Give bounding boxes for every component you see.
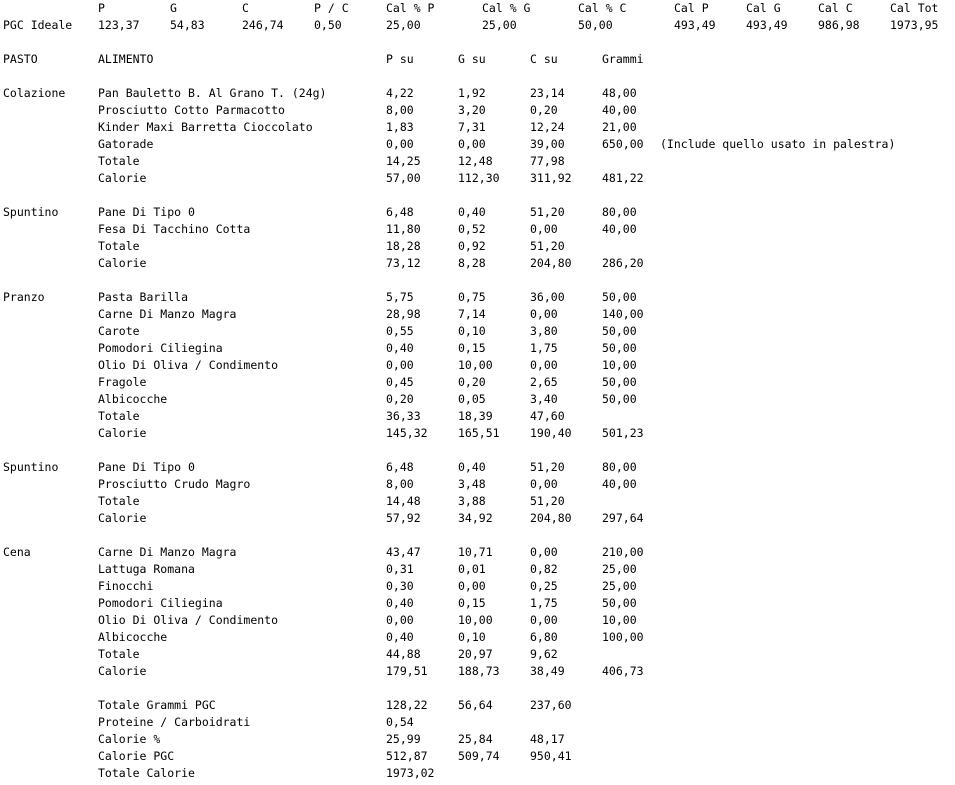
food-value: 3,80 xyxy=(530,324,558,338)
food-value: 0,25 xyxy=(530,579,558,593)
food-value: 10,00 xyxy=(458,358,493,372)
meal-name: Colazione xyxy=(3,86,66,100)
food-value: 20,97 xyxy=(458,647,493,661)
column-header: G su xyxy=(458,52,486,66)
food-name: Pomodori Ciliegina xyxy=(98,341,223,355)
pgc-label: Cal % G xyxy=(482,1,531,15)
food-value: 14,25 xyxy=(386,154,421,168)
summary-value: 509,74 xyxy=(458,749,500,763)
food-value: 0,40 xyxy=(386,341,414,355)
table-row xyxy=(0,391,955,408)
food-name: Calorie xyxy=(98,256,147,270)
food-value: 0,00 xyxy=(530,477,558,491)
food-value: 0,00 xyxy=(530,358,558,372)
food-value: 18,28 xyxy=(386,239,421,253)
food-value: 39,00 xyxy=(530,137,565,151)
food-value: 6,80 xyxy=(530,630,558,644)
food-value: 3,88 xyxy=(458,494,486,508)
food-value: 481,22 xyxy=(602,171,644,185)
food-value: 25,00 xyxy=(602,579,637,593)
food-value: 0,52 xyxy=(458,222,486,236)
table-row xyxy=(0,255,955,272)
food-value: 0,31 xyxy=(386,562,414,576)
food-value: 6,48 xyxy=(386,205,414,219)
food-value: 140,00 xyxy=(602,307,644,321)
food-value: 73,12 xyxy=(386,256,421,270)
pgc-value: 0,50 xyxy=(314,18,342,32)
food-value: 0,00 xyxy=(530,307,558,321)
food-name: Olio Di Oliva / Condimento xyxy=(98,358,279,372)
pgc-value: 493,49 xyxy=(746,18,788,32)
food-name: Albicocche xyxy=(98,630,168,644)
pgc-label: Cal C xyxy=(818,1,853,15)
food-value: 0,40 xyxy=(458,460,486,474)
summary-value: 56,64 xyxy=(458,698,493,712)
summary-row xyxy=(0,697,955,714)
food-value: 0,55 xyxy=(386,324,414,338)
pgc-label: P xyxy=(98,1,105,15)
food-value: 210,00 xyxy=(602,545,644,559)
table-row xyxy=(0,204,955,221)
food-value: 0,40 xyxy=(458,205,486,219)
food-value: 11,80 xyxy=(386,222,421,236)
food-value: 0,00 xyxy=(458,137,486,151)
food-name: Fesa Di Tacchino Cotta xyxy=(98,222,251,236)
food-value: 50,00 xyxy=(602,392,637,406)
food-value: 6,48 xyxy=(386,460,414,474)
food-name: Calorie xyxy=(98,171,147,185)
food-value: 165,51 xyxy=(458,426,500,440)
food-value: 204,80 xyxy=(530,256,572,270)
food-name: Totale xyxy=(98,239,140,253)
table-header xyxy=(0,51,955,68)
pgc-value: 50,00 xyxy=(578,18,613,32)
food-value: 650,00 xyxy=(602,137,644,151)
food-value: 57,00 xyxy=(386,171,421,185)
table-row xyxy=(0,663,955,680)
pgc-label: P / C xyxy=(314,1,349,15)
pgc-value: 25,00 xyxy=(386,18,421,32)
food-value: 100,00 xyxy=(602,630,644,644)
food-value: 9,62 xyxy=(530,647,558,661)
food-value: 50,00 xyxy=(602,341,637,355)
summary-value: 1973,02 xyxy=(386,766,435,780)
food-value: 0,00 xyxy=(386,137,414,151)
summary-value: 25,99 xyxy=(386,732,421,746)
food-value: 50,00 xyxy=(602,375,637,389)
food-name: Pane Di Tipo 0 xyxy=(98,460,195,474)
table-row xyxy=(0,629,955,646)
food-value: 204,80 xyxy=(530,511,572,525)
pgc-label: C xyxy=(242,1,249,15)
summary-label: Totale Calorie xyxy=(98,766,195,780)
summary-value: 237,60 xyxy=(530,698,572,712)
column-header: C su xyxy=(530,52,558,66)
food-value: 36,00 xyxy=(530,290,565,304)
table-row xyxy=(0,170,955,187)
summary-value: 48,17 xyxy=(530,732,565,746)
pgc-value: PGC Ideale xyxy=(3,18,73,32)
food-value: 0,82 xyxy=(530,562,558,576)
food-value: 7,14 xyxy=(458,307,486,321)
summary-value: 0,54 xyxy=(386,715,414,729)
food-name: Totale xyxy=(98,494,140,508)
table-row xyxy=(0,374,955,391)
table-row xyxy=(0,544,955,561)
summary-row xyxy=(0,714,955,731)
food-value: 0,20 xyxy=(530,103,558,117)
table-row xyxy=(0,459,955,476)
summary-label: Proteine / Carboidrati xyxy=(98,715,251,729)
food-value: 25,00 xyxy=(602,562,637,576)
food-value: 48,00 xyxy=(602,86,637,100)
table-row xyxy=(0,119,955,136)
table-row xyxy=(0,136,955,153)
food-name: Totale xyxy=(98,409,140,423)
food-value: 0,45 xyxy=(386,375,414,389)
food-value: 0,15 xyxy=(458,341,486,355)
food-value: 1,75 xyxy=(530,341,558,355)
table-row xyxy=(0,612,955,629)
food-name: Lattuga Romana xyxy=(98,562,195,576)
table-row xyxy=(0,238,955,255)
food-value: 0,10 xyxy=(458,324,486,338)
table-row xyxy=(0,561,955,578)
pgc-label: Cal % P xyxy=(386,1,435,15)
food-value: 0,10 xyxy=(458,630,486,644)
column-header: PASTO xyxy=(3,52,38,66)
pgc-label: Cal G xyxy=(746,1,781,15)
food-value: 50,00 xyxy=(602,290,637,304)
food-name: Pan Bauletto B. Al Grano T. (24g) xyxy=(98,86,327,100)
food-name: Pomodori Ciliegina xyxy=(98,596,223,610)
food-value: 179,51 xyxy=(386,664,428,678)
food-name: Calorie xyxy=(98,664,147,678)
food-value: 0,20 xyxy=(386,392,414,406)
food-value: 51,20 xyxy=(530,239,565,253)
food-value: 501,23 xyxy=(602,426,644,440)
table-row xyxy=(0,493,955,510)
food-value: 0,00 xyxy=(458,579,486,593)
food-value: 50,00 xyxy=(602,324,637,338)
food-value: 21,00 xyxy=(602,120,637,134)
food-value: 0,00 xyxy=(386,358,414,372)
food-value: 47,60 xyxy=(530,409,565,423)
pgc-value: 246,74 xyxy=(242,18,284,32)
food-value: 8,00 xyxy=(386,103,414,117)
food-name: Calorie xyxy=(98,426,147,440)
food-value: 43,47 xyxy=(386,545,421,559)
food-value: 10,00 xyxy=(602,613,637,627)
table-row xyxy=(0,221,955,238)
food-value: 0,00 xyxy=(530,222,558,236)
column-header: P su xyxy=(386,52,414,66)
food-name: Calorie xyxy=(98,511,147,525)
table-row xyxy=(0,306,955,323)
food-value: 0,00 xyxy=(530,545,558,559)
food-value: 44,88 xyxy=(386,647,421,661)
food-value: 51,20 xyxy=(530,494,565,508)
food-value: 12,24 xyxy=(530,120,565,134)
food-value: 286,20 xyxy=(602,256,644,270)
summary-value: 128,22 xyxy=(386,698,428,712)
pgc-label: G xyxy=(170,1,177,15)
food-value: 36,33 xyxy=(386,409,421,423)
food-value: 12,48 xyxy=(458,154,493,168)
pgc-value: 123,37 xyxy=(98,18,140,32)
table-row xyxy=(0,578,955,595)
pgc-value: 493,49 xyxy=(674,18,716,32)
food-value: 1,75 xyxy=(530,596,558,610)
food-value: 3,40 xyxy=(530,392,558,406)
summary-label: Calorie % xyxy=(98,732,161,746)
summary-row xyxy=(0,748,955,765)
table-row xyxy=(0,476,955,493)
food-name: Finocchi xyxy=(98,579,154,593)
pgc-header-labels xyxy=(0,0,955,17)
food-value: 51,20 xyxy=(530,460,565,474)
summary-row xyxy=(0,765,955,782)
food-value: 3,48 xyxy=(458,477,486,491)
food-value: 4,22 xyxy=(386,86,414,100)
food-value: 0,75 xyxy=(458,290,486,304)
food-value: 80,00 xyxy=(602,460,637,474)
food-value: 8,28 xyxy=(458,256,486,270)
food-value: 1,83 xyxy=(386,120,414,134)
food-value: 38,49 xyxy=(530,664,565,678)
food-name: Prosciutto Cotto Parmacotto xyxy=(98,103,285,117)
pgc-value: 25,00 xyxy=(482,18,517,32)
food-value: 34,92 xyxy=(458,511,493,525)
food-value: 112,30 xyxy=(458,171,500,185)
food-value: 14,48 xyxy=(386,494,421,508)
food-name: Carne Di Manzo Magra xyxy=(98,545,237,559)
food-value: 40,00 xyxy=(602,103,637,117)
food-value: 50,00 xyxy=(602,596,637,610)
food-name: Olio Di Oliva / Condimento xyxy=(98,613,279,627)
food-value: 18,39 xyxy=(458,409,493,423)
table-row xyxy=(0,646,955,663)
column-header: Grammi xyxy=(602,52,644,66)
food-name: Albicocche xyxy=(98,392,168,406)
summary-row xyxy=(0,731,955,748)
food-value: 0,20 xyxy=(458,375,486,389)
table-row xyxy=(0,289,955,306)
food-value: 10,71 xyxy=(458,545,493,559)
table-row xyxy=(0,425,955,442)
food-name: Prosciutto Crudo Magro xyxy=(98,477,251,491)
food-value: 2,65 xyxy=(530,375,558,389)
food-value: 0,05 xyxy=(458,392,486,406)
table-row xyxy=(0,408,955,425)
food-name: Kinder Maxi Barretta Cioccolato xyxy=(98,120,313,134)
summary-label: Calorie PGC xyxy=(98,749,175,763)
pgc-value: 986,98 xyxy=(818,18,860,32)
food-value: 188,73 xyxy=(458,664,500,678)
pgc-value: 54,83 xyxy=(170,18,205,32)
food-value: 0,30 xyxy=(386,579,414,593)
table-row xyxy=(0,153,955,170)
pgc-label: Cal P xyxy=(674,1,709,15)
table-row xyxy=(0,357,955,374)
summary-value: 512,87 xyxy=(386,749,428,763)
food-name: Carne Di Manzo Magra xyxy=(98,307,237,321)
food-value: 8,00 xyxy=(386,477,414,491)
table-row xyxy=(0,85,955,102)
summary-label: Totale Grammi PGC xyxy=(98,698,216,712)
pgc-label: Cal % C xyxy=(578,1,627,15)
food-value: 0,40 xyxy=(386,630,414,644)
pgc-ideal-row xyxy=(0,17,955,34)
food-value: 5,75 xyxy=(386,290,414,304)
table-row xyxy=(0,595,955,612)
food-value: 28,98 xyxy=(386,307,421,321)
food-value: 0,92 xyxy=(458,239,486,253)
table-row xyxy=(0,510,955,527)
food-value: 40,00 xyxy=(602,222,637,236)
pgc-label: Cal Tot xyxy=(890,1,939,15)
food-value: 40,00 xyxy=(602,477,637,491)
meal-name: Pranzo xyxy=(3,290,45,304)
food-value: 0,00 xyxy=(386,613,414,627)
food-name: Pasta Barilla xyxy=(98,290,189,304)
food-value: 190,40 xyxy=(530,426,572,440)
food-value: 297,64 xyxy=(602,511,644,525)
food-value: 77,98 xyxy=(530,154,565,168)
food-value: 406,73 xyxy=(602,664,644,678)
summary-value: 25,84 xyxy=(458,732,493,746)
food-name: Totale xyxy=(98,154,140,168)
food-value: 1,92 xyxy=(458,86,486,100)
food-value: 10,00 xyxy=(458,613,493,627)
meal-name: Spuntino xyxy=(3,460,59,474)
food-value: 311,92 xyxy=(530,171,572,185)
food-value: 0,00 xyxy=(530,613,558,627)
food-value: 0,15 xyxy=(458,596,486,610)
food-value: 7,31 xyxy=(458,120,486,134)
food-value: 80,00 xyxy=(602,205,637,219)
pgc-value: 1973,95 xyxy=(890,18,939,32)
food-name: Fragole xyxy=(98,375,147,389)
column-header: ALIMENTO xyxy=(98,52,154,66)
meal-name: Cena xyxy=(3,545,31,559)
table-row xyxy=(0,323,955,340)
food-value: 57,92 xyxy=(386,511,421,525)
food-value: 0,40 xyxy=(386,596,414,610)
summary-value: 950,41 xyxy=(530,749,572,763)
food-value: 51,20 xyxy=(530,205,565,219)
food-name: Pane Di Tipo 0 xyxy=(98,205,195,219)
food-name: Totale xyxy=(98,647,140,661)
food-value: 145,32 xyxy=(386,426,428,440)
table-row xyxy=(0,102,955,119)
food-name: Carote xyxy=(98,324,140,338)
food-value: 3,20 xyxy=(458,103,486,117)
food-value: 10,00 xyxy=(602,358,637,372)
table-row xyxy=(0,340,955,357)
food-name: Gatorade xyxy=(98,137,154,151)
food-value: 23,14 xyxy=(530,86,565,100)
meal-name: Spuntino xyxy=(3,205,59,219)
food-value: (Include quello usato in palestra) xyxy=(660,137,896,151)
food-value: 0,01 xyxy=(458,562,486,576)
